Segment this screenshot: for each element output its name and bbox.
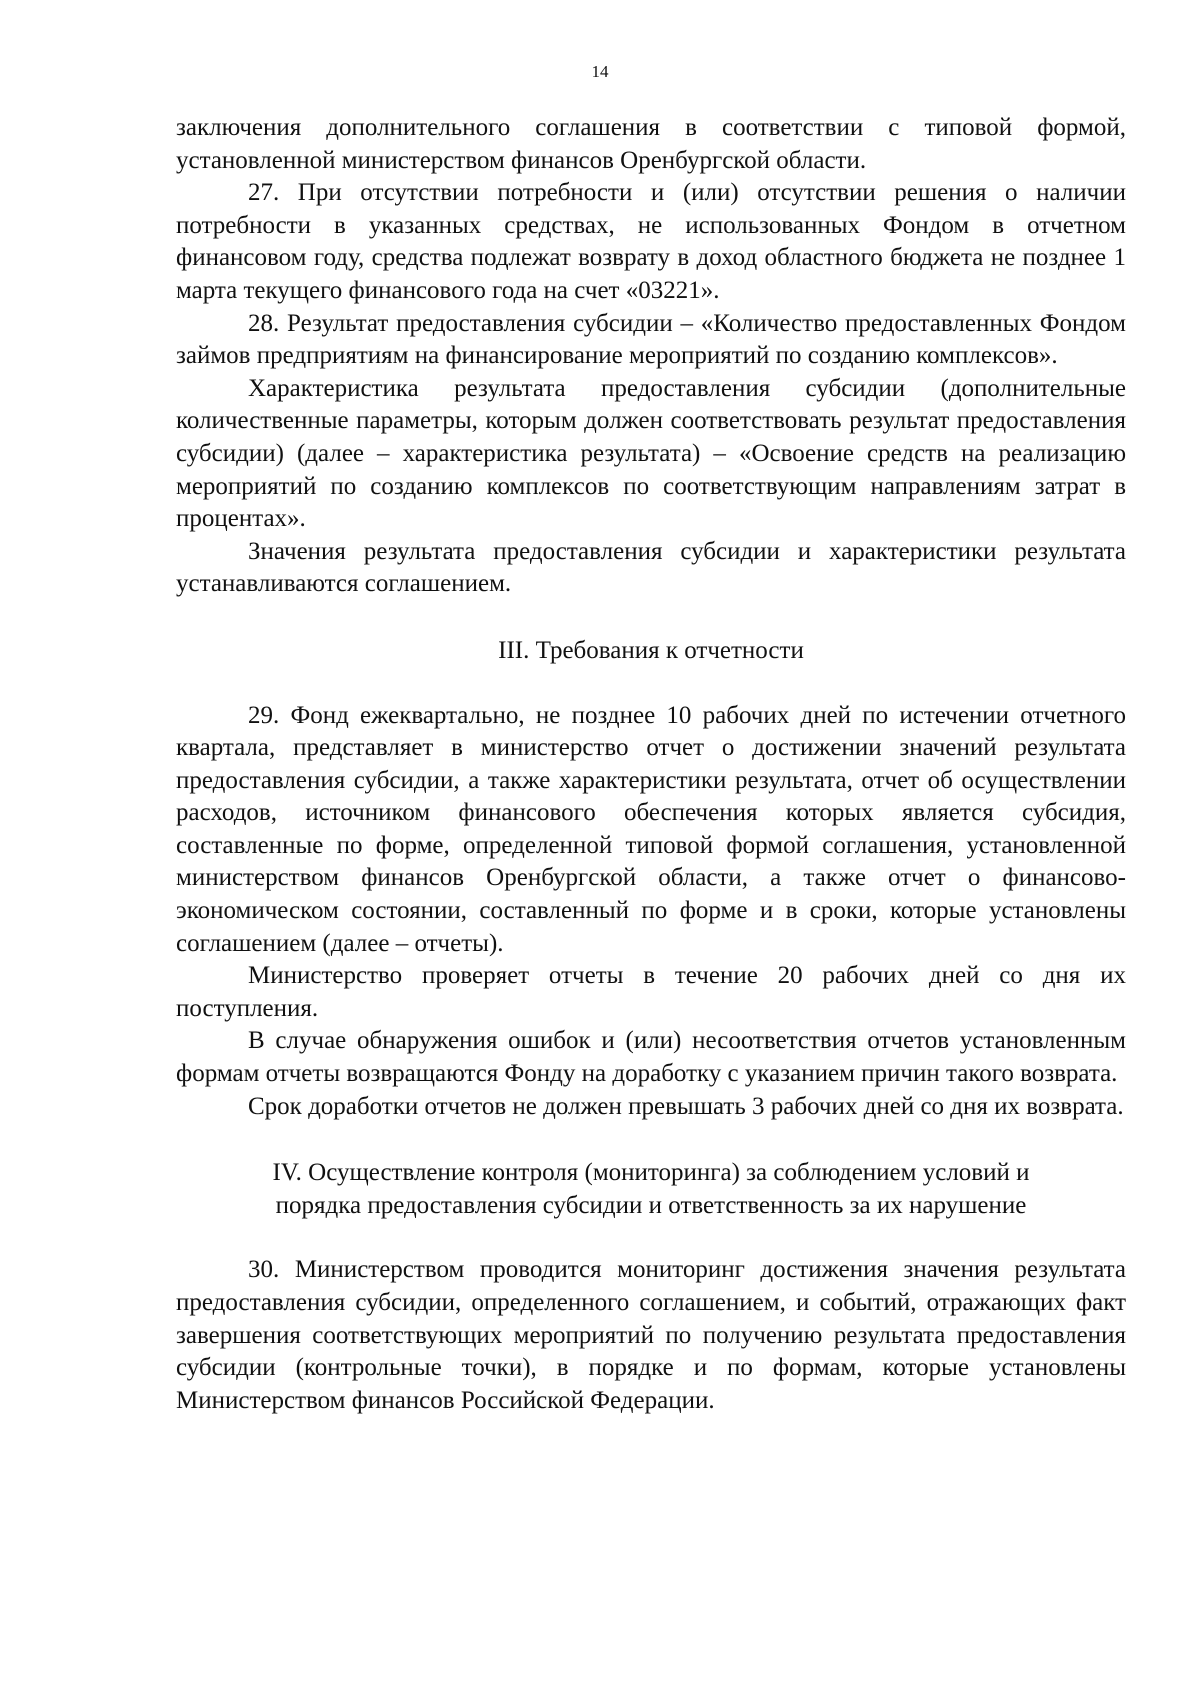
paragraph-result-characteristic: Характеристика результата предоставления субсидии (дополнительные количественные параметры, которым должен соответствовать результат предоставления субсидии) (далее – характеристика результата) – «Освоение средств на реализацию мероприятий по созданию комплексов по соответствующим направлениям затрат в процентах».	[176, 374, 1126, 533]
paragraph-30: 30. Министерством проводится мониторинг достижения значения результата предоставления субсидии, определенного соглашением, и событий, отражающих факт завершения соответствующих мероприятий по получению результата предоставления субсидии (контрольные точки), в порядке и по формам, которые установлены Министерством финансов Российской Федерации.	[176, 1256, 1126, 1414]
page-number: 14	[591, 62, 609, 81]
section-4-heading	[176, 1157, 1126, 1222]
paragraph-report-check: Министерство проверяет отчеты в течение 20 рабочих дней со дня их поступления.	[176, 962, 1126, 1022]
section-4-heading-line-2: порядка предоставления субсидии и ответственность за их нарушение	[275, 1191, 1027, 1219]
section-4-heading-line-1: IV. Осуществление контроля (мониторинга) за соблюдением условий и	[272, 1159, 1030, 1187]
paragraph-report-errors: В случае обнаружения ошибок и (или) несоответствия отчетов установленным формам отчеты возвращаются Фонду на доработку с указанием причин такого возврата.	[176, 1027, 1126, 1088]
paragraph-27: 27. При отсутствии потребности и (или) отсутствии решения о наличии потребности в указанных средствах, не использованных Фондом в отчетном финансовом году, средства подлежат возврату в доход областного бюджета не позднее 1 марта текущего финансового года на счет «03221».	[176, 179, 1126, 304]
paragraph-report-revision: Срок доработки отчетов не должен превышать 3 рабочих дней со дня их возврата.	[248, 1092, 1124, 1120]
paragraph-28: 28. Результат предоставления субсидии – «Количество предоставленных Фондом займов предприятиям на финансирование мероприятий по созданию комплексов».	[176, 309, 1126, 370]
paragraph-29: 29. Фонд ежеквартально, не позднее 10 рабочих дней по истечении отчетного квартала, представляет в министерство отчет о достижении значений результата предоставления субсидии, а также характеристики результата, отчет об осуществлении расходов, источником финансового обеспечения которых является субсидия, составленные по форме, определенной типовой формой соглашения, установленной министерством финансов Оренбургской области, а также отчет о финансово-экономическом состоянии, составленный по форме и в сроки, которые установлены соглашением (далее – отчеты).	[176, 701, 1126, 957]
paragraph-result-values: Значения результата предоставления субсидии и характеристики результата устанавливаются соглашением.	[176, 537, 1126, 598]
section-3-heading: III. Требования к отчетности	[498, 636, 804, 664]
document-body	[176, 112, 1126, 1417]
paragraph-continuation: заключения дополнительного соглашения в соответствии с типовой формой, установленной министерством финансов Оренбургской области.	[176, 114, 1126, 174]
